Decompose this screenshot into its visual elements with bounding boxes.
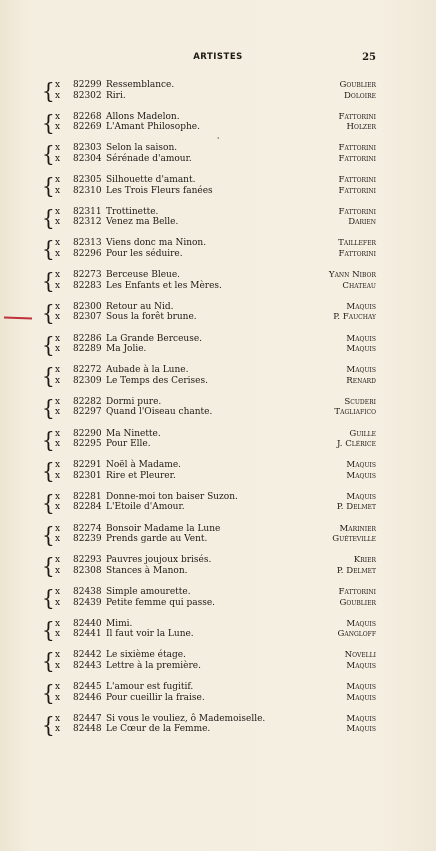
brace-icon: { bbox=[42, 331, 55, 358]
record-number: 82281 bbox=[73, 491, 102, 502]
record-row bbox=[0, 207, 436, 218]
record-mark: x bbox=[55, 470, 61, 481]
brace-icon: { bbox=[42, 300, 55, 326]
record-composer: Fattorini bbox=[338, 248, 376, 259]
record-mark: x bbox=[55, 312, 61, 323]
record-mark: x bbox=[55, 407, 61, 418]
record-mark: x bbox=[55, 555, 61, 566]
record-group bbox=[0, 365, 436, 397]
record-title: Riri. bbox=[106, 90, 126, 101]
record-number: 82296 bbox=[73, 248, 102, 259]
record-title: Les Trois Fleurs fanées bbox=[106, 185, 213, 196]
record-mark: x bbox=[55, 217, 61, 228]
record-title: Il faut voir la Lune. bbox=[106, 629, 194, 640]
record-composer: Maquis bbox=[346, 470, 376, 481]
record-row bbox=[0, 693, 436, 704]
record-mark: x bbox=[55, 80, 61, 90]
record-number: 82439 bbox=[73, 597, 102, 608]
record-number: 82313 bbox=[73, 238, 102, 249]
record-mark: x bbox=[55, 713, 61, 724]
record-mark: x bbox=[55, 428, 61, 439]
record-mark: x bbox=[55, 565, 61, 576]
record-composer: Holzer bbox=[346, 122, 376, 133]
record-composer: Maquis bbox=[346, 333, 376, 344]
record-title: Stances à Manon. bbox=[106, 565, 188, 576]
record-composer: Doloire bbox=[344, 90, 376, 101]
record-group bbox=[0, 460, 436, 492]
record-row bbox=[0, 217, 436, 228]
record-mark: x bbox=[55, 502, 61, 513]
record-group bbox=[0, 492, 436, 524]
record-mark: x bbox=[55, 280, 61, 291]
record-mark: x bbox=[55, 597, 61, 608]
record-mark: x bbox=[55, 724, 61, 735]
record-composer: Darien bbox=[348, 217, 376, 228]
record-title: Le Temps des Cerises. bbox=[106, 375, 208, 386]
record-title: Pauvres joujoux brisés. bbox=[106, 555, 212, 566]
brace-icon: { bbox=[42, 363, 55, 389]
record-mark: x bbox=[55, 344, 61, 354]
record-title: La Grande Berceuse. bbox=[106, 333, 203, 344]
record-composer: Fattorini bbox=[338, 206, 376, 217]
record-number: 82303 bbox=[73, 143, 102, 154]
record-row bbox=[0, 376, 436, 387]
record-number: 82286 bbox=[73, 333, 102, 344]
record-row bbox=[0, 429, 436, 440]
record-composer: Maquis bbox=[346, 682, 376, 693]
record-row bbox=[0, 238, 436, 249]
record-number: 82308 bbox=[73, 565, 102, 576]
page-number: 25 bbox=[362, 52, 376, 63]
brace-icon: { bbox=[42, 680, 55, 706]
record-title: Simple amourette. bbox=[106, 587, 191, 597]
record-composer: Maquis bbox=[346, 618, 376, 629]
record-row bbox=[0, 407, 436, 418]
record-number: 82438 bbox=[73, 587, 102, 597]
record-composer: P. Delmet bbox=[336, 565, 376, 576]
record-number: 82443 bbox=[73, 660, 102, 671]
record-number: 82299 bbox=[73, 80, 102, 90]
record-number: 82311 bbox=[73, 206, 102, 217]
record-number: 82268 bbox=[73, 111, 102, 122]
record-number: 82307 bbox=[73, 312, 102, 323]
brace-icon: { bbox=[42, 585, 55, 611]
brace-icon: { bbox=[42, 490, 55, 516]
record-composer: Guille bbox=[349, 428, 376, 439]
brace-icon: { bbox=[42, 712, 55, 738]
record-title: Pour Elle. bbox=[106, 439, 151, 450]
record-number: 82305 bbox=[73, 175, 102, 186]
record-number: 82309 bbox=[73, 375, 102, 386]
record-group bbox=[0, 682, 436, 714]
record-composer: Maquis bbox=[346, 344, 376, 354]
record-composer: Maquis bbox=[346, 724, 376, 735]
record-row bbox=[0, 439, 436, 450]
record-number: 82304 bbox=[73, 153, 102, 164]
brace-icon: { bbox=[42, 553, 55, 579]
record-mark: x bbox=[55, 650, 61, 661]
record-group bbox=[0, 112, 436, 144]
record-composer: Gangloff bbox=[337, 629, 376, 640]
record-composer: Taillefer bbox=[338, 238, 376, 249]
record-title: Aubade à la Lune. bbox=[106, 365, 189, 376]
record-row bbox=[0, 661, 436, 672]
ink-speck: ˌ bbox=[217, 131, 220, 140]
record-composer: Maquis bbox=[346, 460, 376, 471]
record-composer: Chateau bbox=[342, 280, 376, 291]
record-row bbox=[0, 598, 436, 609]
record-group bbox=[0, 587, 436, 619]
record-group bbox=[0, 650, 436, 682]
record-title: Rire et Pleurer. bbox=[106, 470, 176, 481]
page-title: ARTISTES bbox=[193, 52, 243, 62]
record-row bbox=[0, 312, 436, 323]
record-row bbox=[0, 555, 436, 566]
brace-icon: { bbox=[42, 522, 55, 548]
record-composer: Fattorini bbox=[338, 185, 376, 196]
record-mark: x bbox=[55, 439, 61, 450]
record-title: Sérénade d'amour. bbox=[106, 153, 192, 164]
record-number: 82448 bbox=[73, 724, 102, 735]
record-composer: Goublier bbox=[339, 597, 376, 608]
record-row bbox=[0, 524, 436, 535]
record-mark: x bbox=[55, 692, 61, 703]
record-title: Ma Jolie. bbox=[106, 344, 147, 354]
record-title: Le Cœur de la Femme. bbox=[106, 724, 211, 735]
record-list bbox=[0, 80, 436, 745]
record-number: 82441 bbox=[73, 629, 102, 640]
record-mark: x bbox=[55, 248, 61, 259]
record-mark: x bbox=[55, 618, 61, 629]
record-title: Lettre à la première. bbox=[106, 660, 201, 671]
record-composer: Novelli bbox=[344, 650, 376, 661]
record-row bbox=[0, 122, 436, 133]
record-composer: Maquis bbox=[346, 713, 376, 724]
record-row bbox=[0, 154, 436, 165]
record-row bbox=[0, 249, 436, 260]
record-mark: x bbox=[55, 587, 61, 597]
record-number: 82302 bbox=[73, 90, 102, 101]
record-composer: Renard bbox=[346, 375, 376, 386]
record-title: L'Etoile d'Amour. bbox=[106, 502, 185, 513]
record-number: 82300 bbox=[73, 301, 102, 312]
record-number: 82312 bbox=[73, 217, 102, 228]
record-title: Les Enfants et les Mères. bbox=[106, 280, 222, 291]
record-mark: x bbox=[55, 301, 61, 312]
record-group bbox=[0, 207, 436, 239]
record-title: Si vous le vouliez, ô Mademoiselle. bbox=[106, 713, 266, 724]
record-number: 82291 bbox=[73, 460, 102, 471]
record-mark: x bbox=[55, 90, 61, 101]
record-row bbox=[0, 186, 436, 197]
brace-icon: { bbox=[42, 141, 55, 167]
record-composer: Guéteville bbox=[332, 534, 376, 545]
record-number: 82301 bbox=[73, 470, 102, 481]
record-title: L'amour est fugitif. bbox=[106, 682, 194, 693]
record-composer: Maquis bbox=[346, 301, 376, 312]
record-number: 82310 bbox=[73, 185, 102, 196]
record-mark: x bbox=[55, 660, 61, 671]
record-title: L'Amant Philosophe. bbox=[106, 122, 200, 133]
record-row bbox=[0, 175, 436, 186]
record-title: Pour les séduire. bbox=[106, 248, 183, 259]
record-row bbox=[0, 714, 436, 725]
record-number: 82447 bbox=[73, 713, 102, 724]
record-title: Berceuse Bleue. bbox=[106, 270, 181, 281]
record-number: 82239 bbox=[73, 534, 102, 545]
record-row bbox=[0, 566, 436, 577]
record-number: 82446 bbox=[73, 692, 102, 703]
record-composer: Fattorini bbox=[338, 153, 376, 164]
record-title: Pour cueillir la fraise. bbox=[106, 692, 205, 703]
record-title: Petite femme qui passe. bbox=[106, 597, 216, 608]
brace-icon: { bbox=[42, 78, 55, 104]
record-row bbox=[0, 534, 436, 545]
record-number: 82273 bbox=[73, 270, 102, 281]
record-number: 82272 bbox=[73, 365, 102, 376]
record-title: Silhouette d'amant. bbox=[106, 175, 196, 186]
record-composer: J. Clérice bbox=[336, 439, 376, 450]
record-row bbox=[0, 460, 436, 471]
record-mark: x bbox=[55, 534, 61, 545]
record-row bbox=[0, 587, 436, 598]
record-group bbox=[0, 714, 436, 746]
record-composer: Krier bbox=[353, 555, 376, 566]
record-mark: x bbox=[55, 460, 61, 471]
record-group bbox=[0, 426, 436, 461]
record-number: 82284 bbox=[73, 502, 102, 513]
record-mark: x bbox=[55, 629, 61, 640]
record-title: Selon la saison. bbox=[106, 143, 178, 154]
brace-icon: { bbox=[42, 617, 55, 643]
record-row bbox=[0, 619, 436, 630]
record-composer: Maquis bbox=[346, 491, 376, 502]
record-row bbox=[0, 281, 436, 292]
record-title: Le sixième étage. bbox=[106, 650, 186, 661]
brace-icon: { bbox=[42, 268, 55, 294]
record-composer: Fattorini bbox=[338, 111, 376, 122]
brace-icon: { bbox=[42, 236, 55, 263]
record-row bbox=[0, 270, 436, 281]
record-number: 82289 bbox=[73, 344, 102, 354]
record-mark: x bbox=[55, 206, 61, 217]
record-title: Quand l'Oiseau chante. bbox=[106, 407, 213, 418]
record-composer: Maquis bbox=[346, 365, 376, 376]
record-number: 82293 bbox=[73, 555, 102, 566]
record-row bbox=[0, 112, 436, 123]
record-row bbox=[0, 682, 436, 693]
record-number: 82295 bbox=[73, 439, 102, 450]
record-composer: Goublier bbox=[339, 80, 376, 90]
record-number: 82282 bbox=[73, 396, 102, 407]
record-title: Sous la forêt brune. bbox=[106, 312, 197, 323]
record-title: Mimi. bbox=[106, 618, 133, 629]
record-composer: Fattorini bbox=[338, 143, 376, 154]
record-group bbox=[0, 175, 436, 207]
record-group bbox=[0, 80, 436, 112]
record-title: Bonsoir Madame la Lune bbox=[106, 523, 221, 534]
record-row bbox=[0, 302, 436, 313]
record-composer: Fattorini bbox=[338, 175, 376, 186]
brace-icon: { bbox=[42, 648, 55, 674]
record-row bbox=[0, 80, 436, 91]
record-title: Noël à Madame. bbox=[106, 460, 182, 471]
record-composer: Marinier bbox=[339, 523, 376, 534]
brace-icon: { bbox=[42, 395, 55, 421]
record-mark: x bbox=[55, 122, 61, 133]
record-composer: P. Delmet bbox=[336, 502, 376, 513]
record-group bbox=[0, 143, 436, 175]
record-title: Trottinette. bbox=[106, 206, 159, 217]
record-row bbox=[0, 629, 436, 640]
record-number: 82440 bbox=[73, 618, 102, 629]
record-group bbox=[0, 270, 436, 302]
record-mark: x bbox=[55, 185, 61, 196]
record-number: 82274 bbox=[73, 523, 102, 534]
record-row bbox=[0, 724, 436, 735]
record-mark: x bbox=[55, 365, 61, 376]
record-composer: Yann Nibor bbox=[328, 270, 376, 281]
record-row bbox=[0, 334, 436, 345]
brace-icon: { bbox=[42, 110, 55, 136]
record-number: 82445 bbox=[73, 682, 102, 693]
record-composer: Scuderi bbox=[344, 396, 376, 407]
record-mark: x bbox=[55, 143, 61, 154]
brace-icon: { bbox=[42, 173, 55, 199]
record-row bbox=[0, 91, 436, 102]
record-group bbox=[0, 238, 436, 270]
record-row bbox=[0, 650, 436, 661]
record-mark: x bbox=[55, 238, 61, 249]
record-mark: x bbox=[55, 396, 61, 407]
record-title: Viens donc ma Ninon. bbox=[106, 238, 207, 249]
record-title: Retour au Nid. bbox=[106, 301, 174, 312]
record-number: 82269 bbox=[73, 122, 102, 133]
record-composer: Maquis bbox=[346, 660, 376, 671]
brace-icon: { bbox=[42, 205, 55, 231]
record-title: Allons Madelon. bbox=[106, 111, 180, 122]
record-title: Prends garde au Vent. bbox=[106, 534, 208, 545]
record-composer: P. Fauchay bbox=[333, 312, 376, 323]
record-row bbox=[0, 143, 436, 154]
record-title: Dormi pure. bbox=[106, 396, 162, 407]
record-group bbox=[0, 619, 436, 651]
record-mark: x bbox=[55, 682, 61, 693]
record-group bbox=[0, 524, 436, 556]
record-mark: x bbox=[55, 375, 61, 386]
record-composer: Tagliafico bbox=[334, 407, 376, 418]
record-mark: x bbox=[55, 333, 61, 344]
record-number: 82283 bbox=[73, 280, 102, 291]
record-row bbox=[0, 471, 436, 482]
record-group bbox=[0, 397, 436, 429]
record-mark: x bbox=[55, 523, 61, 534]
record-mark: x bbox=[55, 175, 61, 186]
record-row bbox=[0, 344, 436, 355]
record-mark: x bbox=[55, 491, 61, 502]
record-composer: Fattorini bbox=[338, 587, 376, 597]
record-row bbox=[0, 365, 436, 376]
record-mark: x bbox=[55, 153, 61, 164]
record-group bbox=[0, 555, 436, 587]
record-number: 82442 bbox=[73, 650, 102, 661]
record-title: Venez ma Belle. bbox=[106, 217, 179, 228]
brace-icon: { bbox=[42, 426, 55, 453]
record-number: 82290 bbox=[73, 428, 102, 439]
record-row bbox=[0, 397, 436, 408]
record-title: Donne-moi ton baiser Suzon. bbox=[106, 491, 238, 502]
record-mark: x bbox=[55, 111, 61, 122]
record-row bbox=[0, 492, 436, 503]
record-group bbox=[0, 302, 436, 334]
record-group bbox=[0, 331, 436, 366]
record-mark: x bbox=[55, 270, 61, 281]
record-composer: Maquis bbox=[346, 692, 376, 703]
record-title: Ma Ninette. bbox=[106, 428, 161, 439]
record-number: 82297 bbox=[73, 407, 102, 418]
brace-icon: { bbox=[42, 458, 55, 484]
record-row bbox=[0, 502, 436, 513]
record-title: Ressemblance. bbox=[106, 80, 175, 90]
